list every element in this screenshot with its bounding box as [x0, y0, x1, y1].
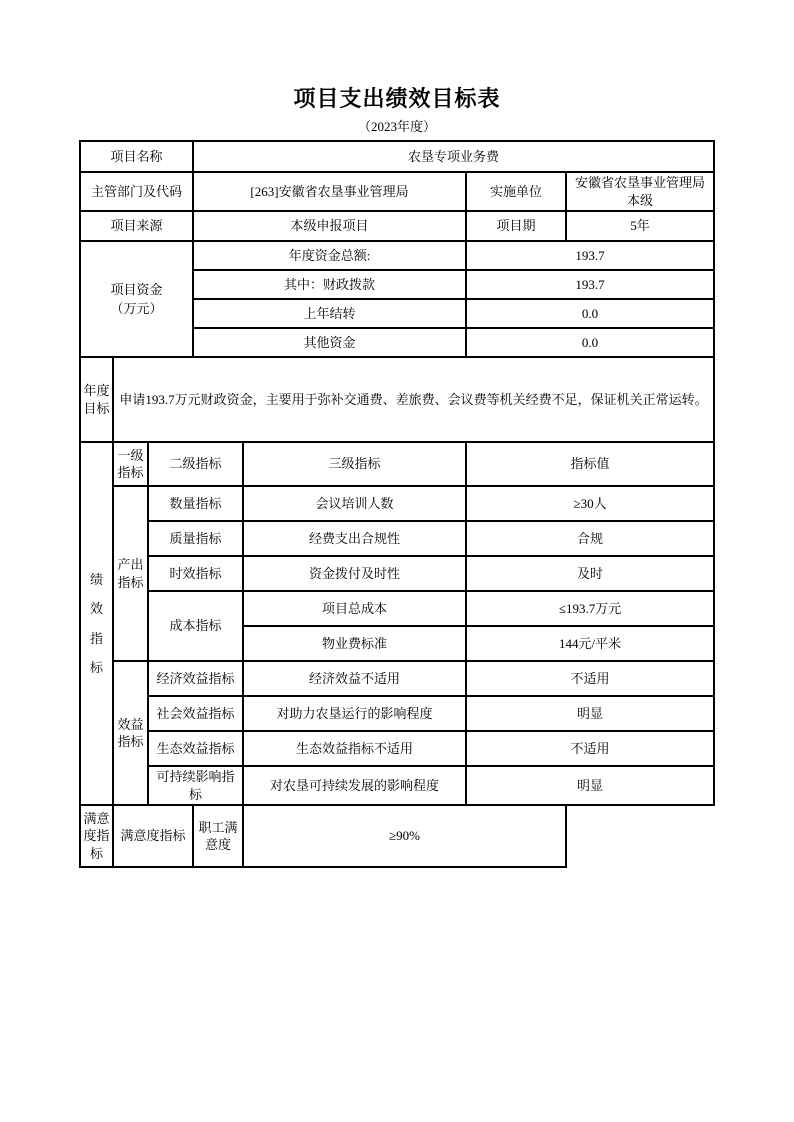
- table-row: [80, 731, 714, 766]
- page-subtitle: （2023年度）: [357, 119, 436, 134]
- project-source-value: 本级申报项目: [193, 211, 466, 241]
- performance-target-table: [79, 140, 715, 868]
- funding-item-label: 其中：财政拨款: [193, 270, 466, 299]
- table-row: [80, 521, 714, 556]
- level2-cell: 满意度指标: [113, 805, 193, 867]
- value-cell: ≤193.7万元: [466, 591, 714, 626]
- funding-label-text: 项目资金（万元）: [110, 281, 163, 317]
- table-row: [80, 241, 714, 270]
- value-cell: 明显: [466, 766, 714, 805]
- group-satisfaction-label: 满意度指标: [80, 805, 113, 867]
- value-cell: 合规: [466, 521, 714, 556]
- project-period-label: 项目期: [466, 211, 566, 241]
- table-row: [80, 357, 714, 442]
- value-cell: 144元/平米: [466, 626, 714, 661]
- table-row: [80, 141, 714, 172]
- level2-cell: 可持续影响指标: [148, 766, 243, 805]
- level2-cell: 经济效益指标: [148, 661, 243, 696]
- level1-header: 一级指标: [113, 442, 148, 486]
- value-cell: ≥90%: [243, 805, 566, 867]
- level3-cell: 对助力农垦运行的影响程度: [243, 696, 466, 731]
- funding-item-label: 其他资金: [193, 328, 466, 357]
- department-value: [263]安徽省农垦事业管理局: [193, 172, 466, 211]
- funding-item-value: 0.0: [466, 299, 714, 328]
- value-cell: 不适用: [466, 661, 714, 696]
- group-benefit-label: 效益指标: [113, 661, 148, 805]
- department-label: 主管部门及代码: [80, 172, 193, 211]
- level3-cell: 经济效益不适用: [243, 661, 466, 696]
- level3-cell: 会议培训人数: [243, 486, 466, 521]
- level2-cell: 数量指标: [148, 486, 243, 521]
- level2-cell: 社会效益指标: [148, 696, 243, 731]
- implement-unit-value: 安徽省农垦事业管理局本级: [566, 172, 714, 211]
- level3-cell: 生态效益指标不适用: [243, 731, 466, 766]
- project-name-value: 农垦专项业务费: [193, 141, 714, 172]
- table-row: [80, 442, 714, 486]
- table-row: [80, 591, 714, 626]
- project-name-label: 项目名称: [80, 141, 193, 172]
- value-cell: 明显: [466, 696, 714, 731]
- project-source-label: 项目来源: [80, 211, 193, 241]
- level3-cell: 物业费标准: [243, 626, 466, 661]
- level3-cell: 经费支出合规性: [243, 521, 466, 556]
- page-title: 项目支出绩效目标表: [293, 86, 501, 111]
- funding-item-value: 193.7: [466, 270, 714, 299]
- project-period-value: 5年: [566, 211, 714, 241]
- table-row: [80, 211, 714, 241]
- funding-item-label: 上年结转: [193, 299, 466, 328]
- level2-cell: 时效指标: [148, 556, 243, 591]
- performance-section-label: [80, 442, 113, 805]
- level3-cell: 职工满意度: [193, 805, 243, 867]
- table-row: [80, 696, 714, 731]
- annual-goal-text: 申请193.7万元财政资金，主要用于弥补交通费、差旅费、会议费等机关经费不足，保证机关正常运转。: [113, 357, 714, 442]
- level3-cell: 对农垦可持续发展的影响程度: [243, 766, 466, 805]
- table-row: [80, 805, 714, 867]
- performance-section-label-text: 绩效指标: [89, 572, 103, 675]
- implement-unit-label: 实施单位: [466, 172, 566, 211]
- level2-cell: 生态效益指标: [148, 731, 243, 766]
- annual-goal-label: 年度目标: [80, 357, 113, 442]
- level3-header: 三级指标: [243, 442, 466, 486]
- value-cell: 及时: [466, 556, 714, 591]
- value-cell: 不适用: [466, 731, 714, 766]
- level2-cell: 成本指标: [148, 591, 243, 661]
- table-row: [80, 486, 714, 521]
- funding-label: [80, 241, 193, 357]
- funding-item-label: 年度资金总额:: [193, 241, 466, 270]
- table-row: [80, 766, 714, 805]
- level3-cell: 资金拨付及时性: [243, 556, 466, 591]
- table-row: [80, 172, 714, 211]
- value-header: 指标值: [466, 442, 714, 486]
- level2-header: 二级指标: [148, 442, 243, 486]
- value-cell: ≥30人: [466, 486, 714, 521]
- funding-item-value: 0.0: [466, 328, 714, 357]
- funding-item-value: 193.7: [466, 241, 714, 270]
- table-row: [80, 661, 714, 696]
- level3-cell: 项目总成本: [243, 591, 466, 626]
- table-row: [80, 556, 714, 591]
- level2-cell: 质量指标: [148, 521, 243, 556]
- group-output-label: 产出指标: [113, 486, 148, 661]
